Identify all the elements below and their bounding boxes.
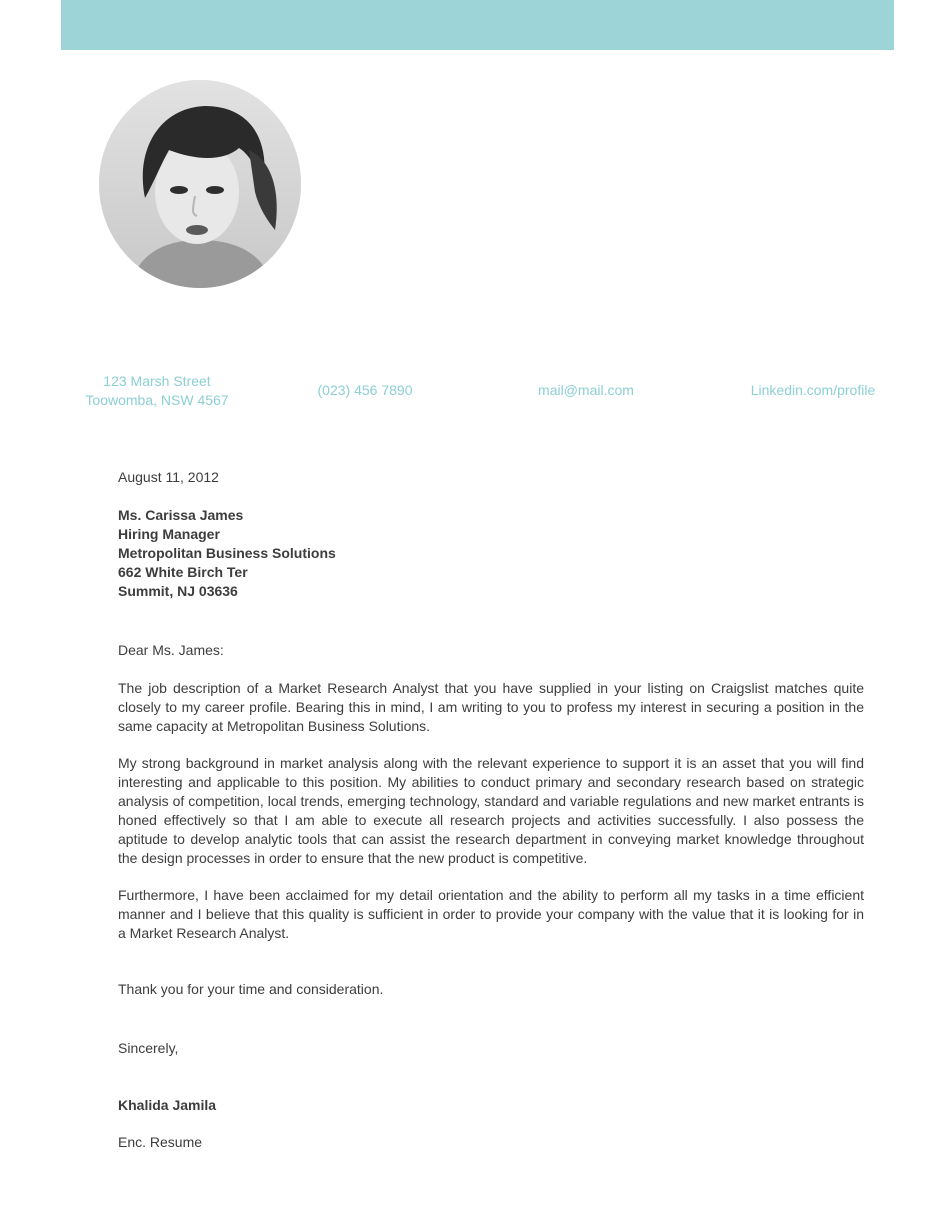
contact-linkedin[interactable]: Linkedin.com/profile — [750, 382, 876, 398]
contact-phone[interactable]: (023) 456 7890 — [317, 382, 413, 398]
contact-address — [78, 372, 236, 410]
enclosure-line: Enc. Resume — [118, 1134, 203, 1150]
address-line2: Toowomba, NSW 4567 — [85, 392, 229, 408]
profile-photo — [99, 80, 301, 288]
closing-line: Sincerely, — [118, 1040, 179, 1056]
letter-body — [118, 468, 864, 1152]
header-accent-band — [61, 0, 894, 50]
thanks-line: Thank you for your time and consideration. — [118, 981, 384, 997]
signer-name: Khalida Jamila — [118, 1097, 217, 1113]
recipient-name: Ms. Carissa James — [118, 507, 244, 523]
recipient-street: 662 White Birch Ter — [118, 564, 248, 580]
portrait-image — [99, 80, 301, 288]
letter-date: August 11, 2012 — [118, 469, 219, 485]
recipient-city: Summit, NJ 03636 — [118, 583, 238, 599]
body-paragraph-1: The job description of a Market Research Analyst that you have supplied in your listing on Craigslist matches quite closely to my career profile. Bearing this in mind, I am writing to you to profess my interest in securing a position in the same capacity at Metropolitan Business Solutions. — [118, 680, 864, 734]
body-paragraph-3: Furthermore, I have been acclaimed for my detail orientation and the ability to perform all my tasks in a time efficient manner and I believe that this quality is sufficient in order to provide your company with the value that it is looking for in a Market Research Analyst. — [118, 887, 864, 941]
recipient-title: Hiring Manager — [118, 526, 220, 542]
body-paragraph-2: My strong background in market analysis along with the relevant experience to support it is an asset that you will find interesting and applicable to this position. My abilities to conduct primary and secondary research based on strategic analysis of competition, local trends, emerging technology, standard and variable regulations and new market entrants is honed effectively so that I am able to execute all research projects and activities successfully. I also possess the aptitude to develop analytic tools that can assist the research department in conveying market knowledge throughout the design processes in order to ensure that the new product is competitive. — [118, 755, 864, 866]
recipient-block — [118, 506, 864, 601]
recipient-company: Metropolitan Business Solutions — [118, 545, 336, 561]
contact-email[interactable]: mail@mail.com — [538, 382, 634, 398]
address-line1: 123 Marsh Street — [103, 373, 211, 389]
salutation: Dear Ms. James: — [118, 642, 224, 658]
